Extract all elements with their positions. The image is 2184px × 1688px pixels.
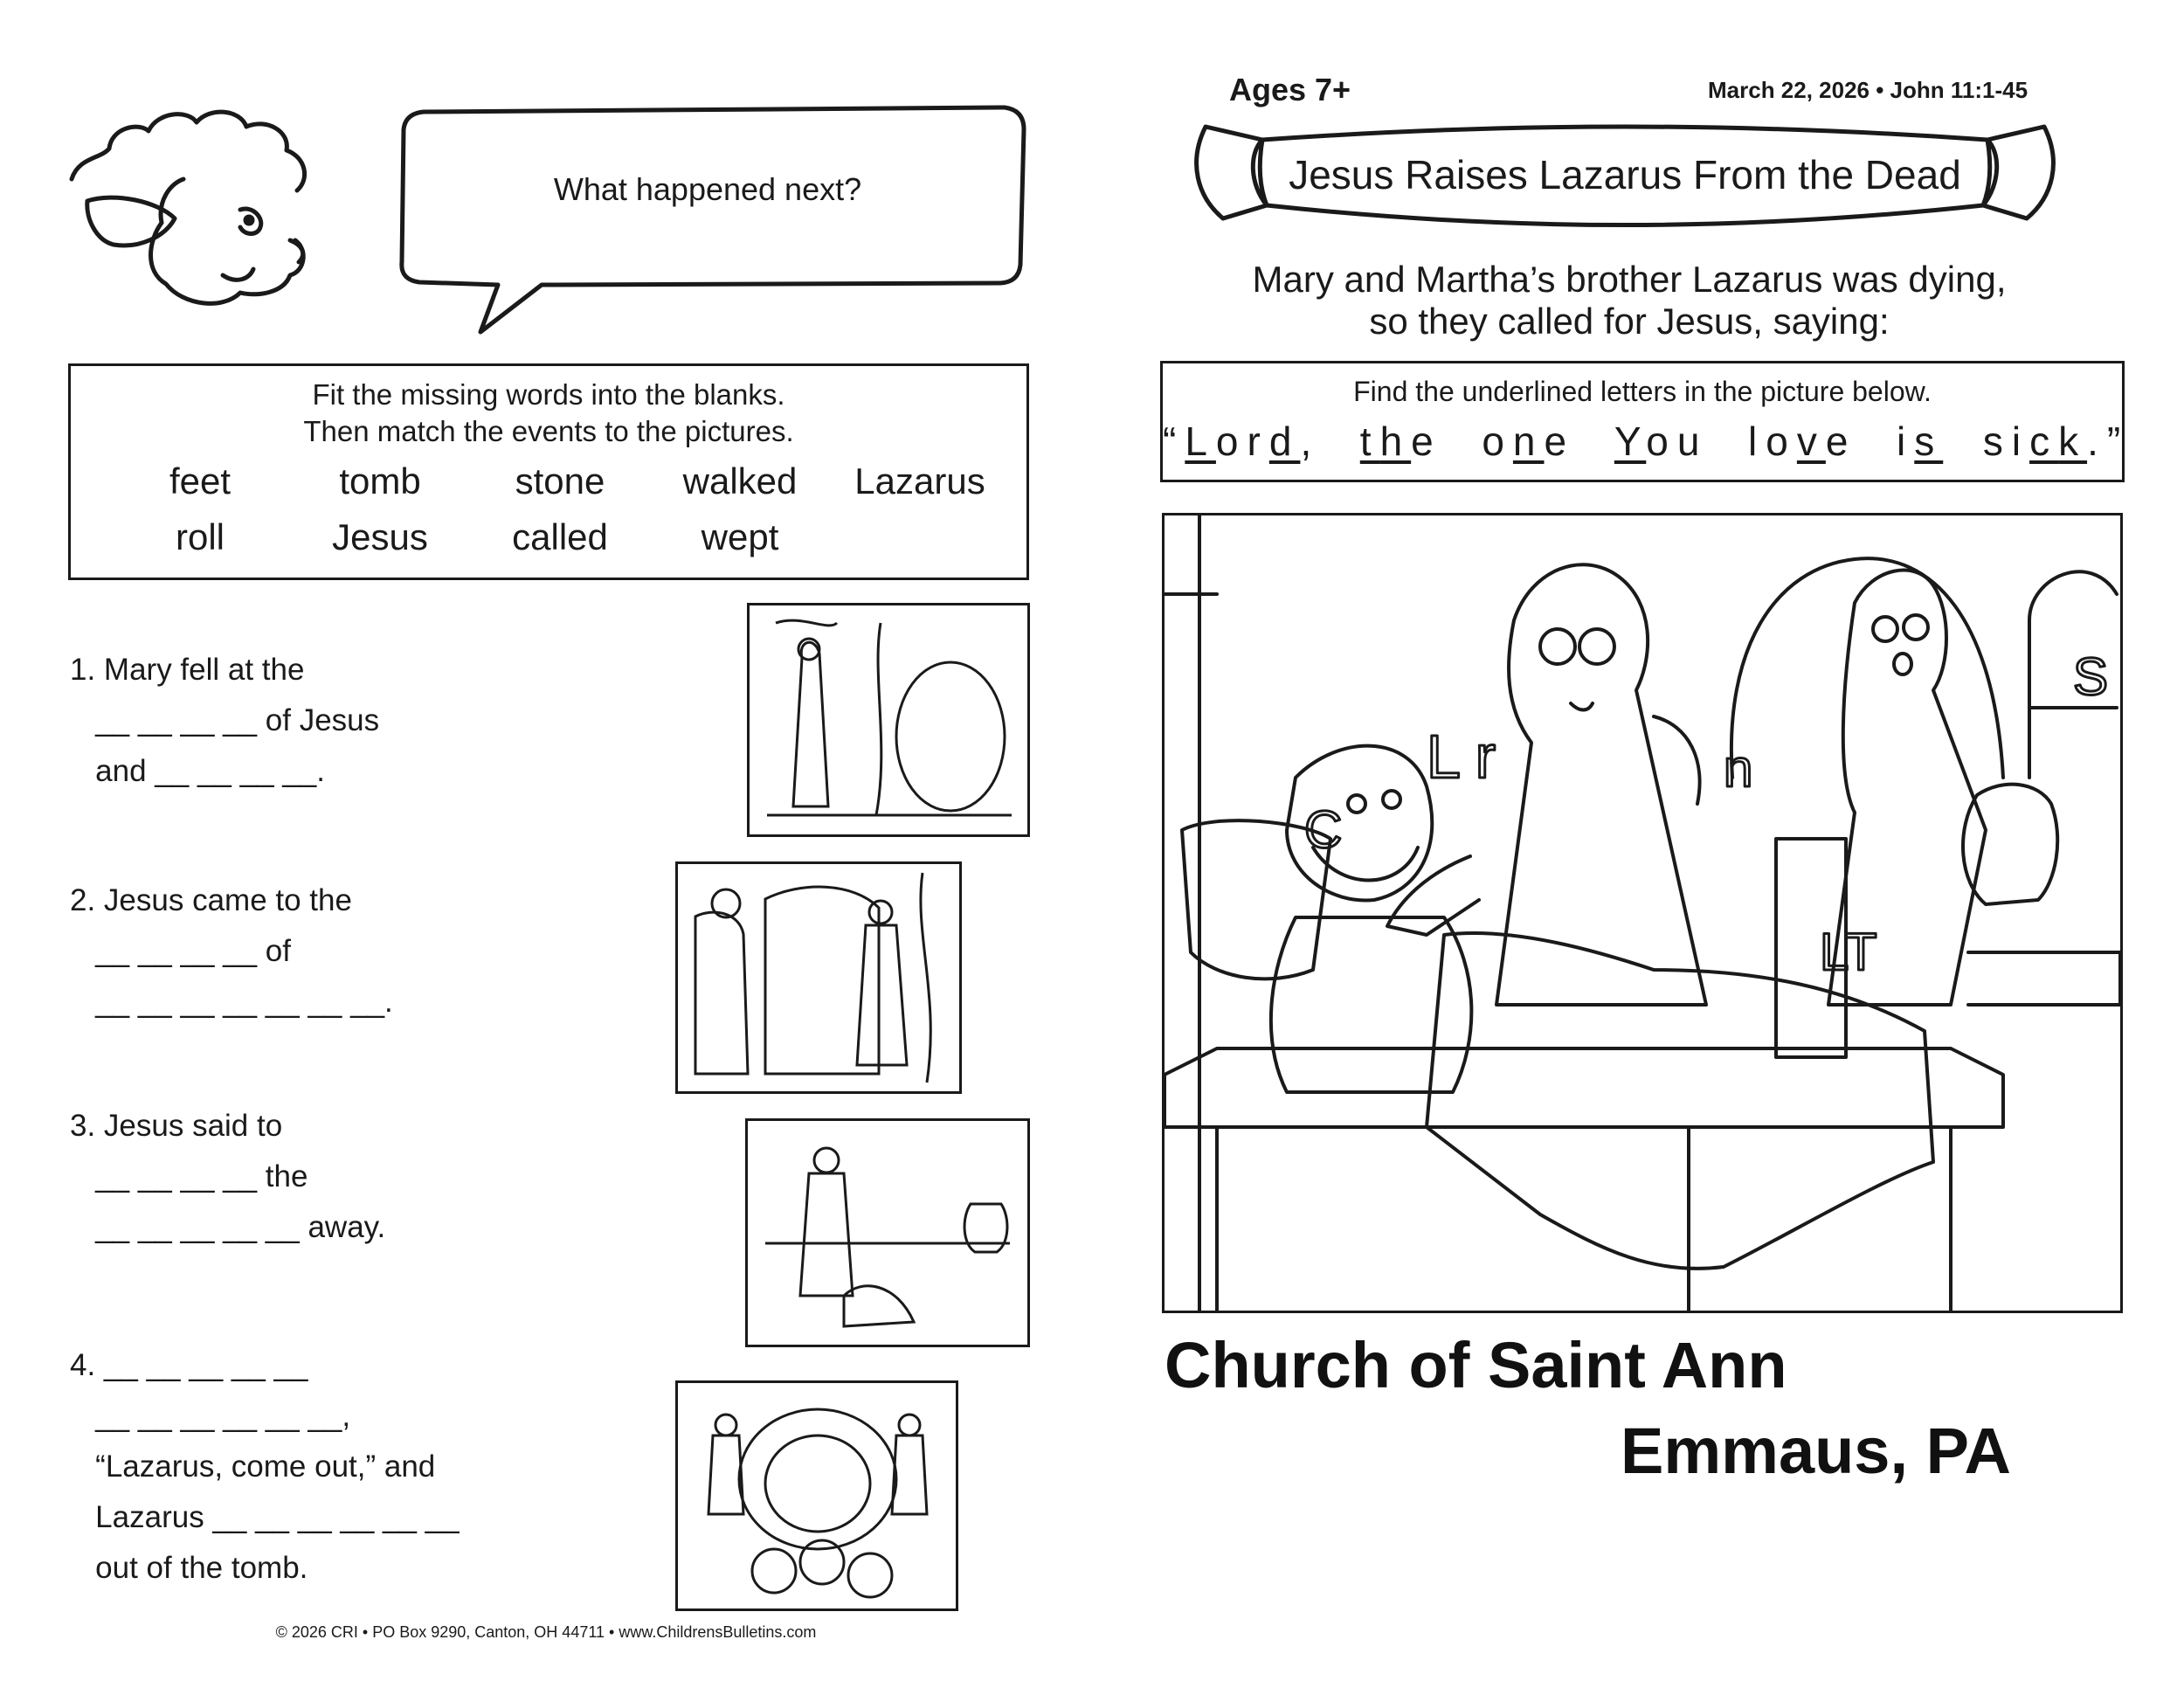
quote-letter: e bbox=[1411, 419, 1442, 464]
puzzle-quote bbox=[1163, 418, 2130, 465]
quote-letter bbox=[1943, 419, 1983, 464]
svg-text:LT: LT bbox=[1820, 923, 1877, 981]
question-4: 4. __ __ __ __ __ __ __ __ __ __ __, “Lazarus, come out,” and Lazarus __ __ __ __ __ __ out of the tomb. bbox=[70, 1348, 460, 1585]
underlined-letter: v bbox=[1796, 419, 1826, 464]
svg-text:L r: L r bbox=[1427, 723, 1496, 791]
quote-letter bbox=[1856, 419, 1897, 464]
intro-line-2: so they called for Jesus, saying: bbox=[1369, 301, 1890, 342]
underlined-letter: h bbox=[1379, 419, 1412, 464]
word-bank-instruction-1: Fit the missing words into the blanks. bbox=[312, 378, 785, 411]
underlined-letter: n bbox=[1512, 419, 1545, 464]
picture-jesus-with-people bbox=[675, 861, 962, 1094]
underlined-letter: L bbox=[1185, 419, 1216, 464]
word-bank-word: called bbox=[512, 516, 608, 557]
word-bank-word: Lazarus bbox=[854, 460, 985, 502]
word-bank-word: feet bbox=[169, 460, 232, 502]
quote-letter: “ bbox=[1163, 419, 1185, 464]
quote-letter bbox=[1575, 419, 1614, 464]
quote-letter: o bbox=[1215, 419, 1248, 464]
word-bank-word: wept bbox=[701, 516, 779, 557]
lamb-illustration bbox=[61, 96, 376, 323]
intro-line-1: Mary and Martha’s brother Lazarus was dying, bbox=[1252, 259, 2007, 300]
date-reference: March 22, 2026 • John 11:1-45 bbox=[1708, 77, 2028, 103]
letter-puzzle-box bbox=[1160, 361, 2130, 482]
quote-letter: s bbox=[1982, 419, 2012, 464]
age-label: Ages 7+ bbox=[1229, 72, 1351, 107]
title-banner bbox=[1179, 109, 2070, 240]
coloring-illustration bbox=[1162, 513, 2123, 1313]
word-bank-box bbox=[68, 363, 1029, 580]
quote-letter: r bbox=[1247, 419, 1269, 464]
word-bank-word: walked bbox=[682, 460, 798, 502]
svg-text:S: S bbox=[2073, 647, 2109, 706]
quote-letter: o bbox=[1646, 419, 1677, 464]
bubble-text: What happened next? bbox=[553, 171, 862, 207]
word-bank-word: roll bbox=[175, 516, 225, 557]
underlined-letter: t bbox=[1359, 419, 1380, 464]
question-3: 3. Jesus said to __ __ __ __ the __ __ __ __ __ away. bbox=[70, 1109, 386, 1244]
word-bank-instruction-2: Then match the events to the pictures. bbox=[303, 415, 794, 447]
quote-letter bbox=[1708, 419, 1748, 464]
puzzle-instruction: Find the underlined letters in the picture below. bbox=[1353, 376, 1932, 407]
word-bank-word: tomb bbox=[339, 460, 421, 502]
copyright-footer: © 2026 CRI • PO Box 9290, Canton, OH 44711 • www.ChildrensBulletins.com bbox=[275, 1623, 817, 1641]
quote-letter: l bbox=[1748, 419, 1766, 464]
underlined-letter: c bbox=[2029, 419, 2059, 464]
question-2: 2. Jesus came to the __ __ __ __ of __ __ __ __ __ __ __. bbox=[70, 883, 393, 1019]
quote-letter: o bbox=[1766, 419, 1797, 464]
speech-bubble bbox=[384, 103, 1031, 339]
underlined-letter: Y bbox=[1614, 419, 1647, 464]
underlined-letter: d bbox=[1268, 419, 1301, 464]
quote-letter: , bbox=[1300, 419, 1360, 464]
underlined-letter: s bbox=[1914, 419, 1944, 464]
underlined-letter: k bbox=[2058, 419, 2088, 464]
story-title: Jesus Raises Lazarus From the Dead bbox=[1289, 152, 1961, 197]
quote-letter: e bbox=[1825, 419, 1857, 464]
quote-letter: i bbox=[2011, 419, 2030, 464]
quote-letter: .” bbox=[2087, 419, 2130, 464]
quote-letter: o bbox=[1482, 419, 1513, 464]
church-name: Church of Saint Ann bbox=[1165, 1329, 1787, 1401]
svg-text:n: n bbox=[1724, 739, 1753, 798]
quote-letter bbox=[1442, 419, 1482, 464]
picture-mary-at-feet bbox=[745, 1118, 1030, 1347]
question-1: 1. Mary fell at the __ __ __ __ of Jesus and __ __ __ __. bbox=[70, 653, 380, 788]
word-bank-word: Jesus bbox=[332, 516, 428, 557]
quote-letter: i bbox=[1897, 419, 1915, 464]
picture-lazarus-tomb-opened bbox=[675, 1380, 958, 1611]
quote-letter: e bbox=[1544, 419, 1576, 464]
word-bank-word: stone bbox=[515, 460, 605, 502]
svg-text:C: C bbox=[1304, 800, 1343, 859]
quote-letter: u bbox=[1676, 419, 1709, 464]
church-location: Emmaus, PA bbox=[1621, 1415, 2011, 1487]
picture-jesus-at-tomb bbox=[747, 603, 1030, 837]
